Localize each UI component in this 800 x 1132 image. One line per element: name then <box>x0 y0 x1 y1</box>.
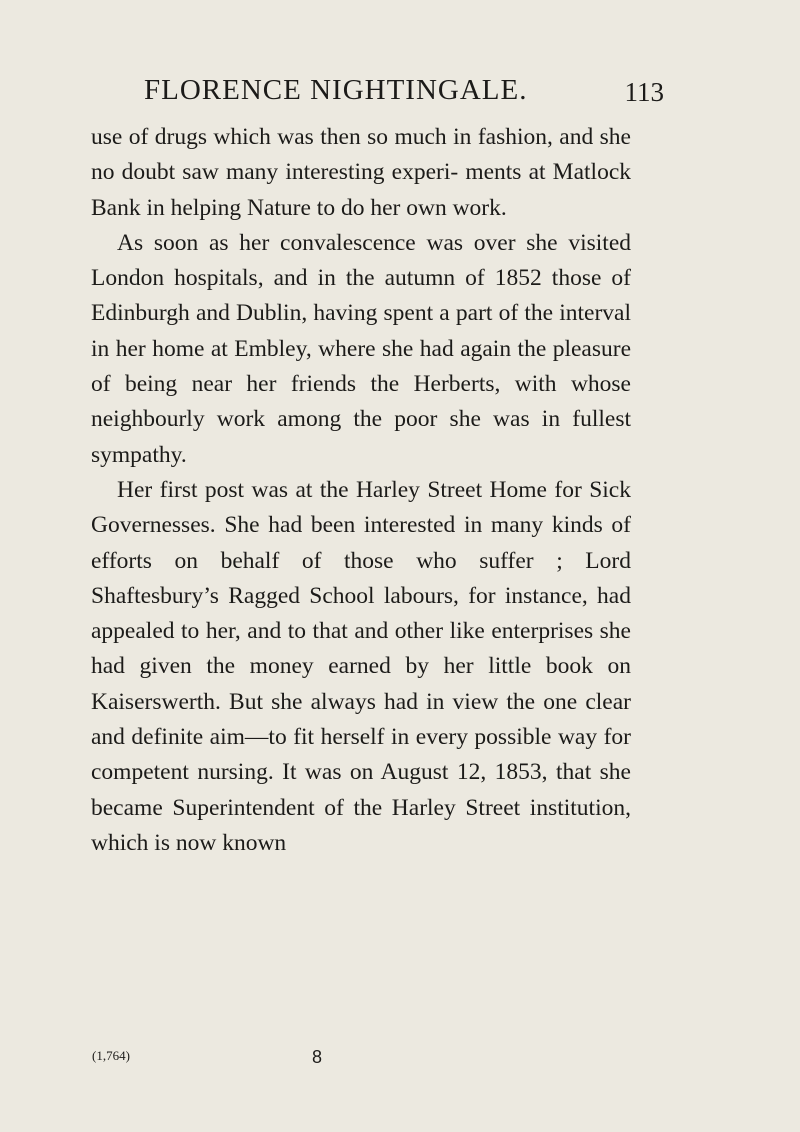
paragraph-1: use of drugs which was then so much in fashion, and she no doubt saw many interesting experi- ments at Matlock Bank in helping Nature to do her own work. <box>91 124 631 221</box>
body-text <box>91 120 631 861</box>
running-title: FLORENCE NIGHTINGALE. <box>144 74 528 106</box>
page-footer <box>92 1046 392 1070</box>
paragraph-2: As soon as her convalescence was over she visited London hospitals, and in the autumn of 1852 those of Edinburgh and Dublin, having spent a part of the interval in her home at Embley, where she had again the pleasure of being near her friends the Herberts, with whose neighbourly work among the poor she was in fullest sympathy. <box>91 229 631 468</box>
running-head <box>144 72 664 108</box>
printer-signature-mark: (1,764) <box>92 1048 130 1063</box>
page-number: 113 <box>624 77 664 107</box>
gathering-signature-number: 8 <box>312 1047 323 1067</box>
paragraph-3: Her first post was at the Harley Street Home for Sick Governesses. She had been interested in many kinds of efforts on behalf of those who suffer ; Lord Shaftesbury’s Ragged School labours, for instance, had appealed to her, and to that and other like enterprises she had given the money earned by her little book on Kaiserswerth. But she always had in view the one clear and definite aim—to fit herself in every possible way for competent nursing. It was on August 12, 1853, that she became Superintendent of the Harley Street institution, which is now known <box>91 476 631 856</box>
